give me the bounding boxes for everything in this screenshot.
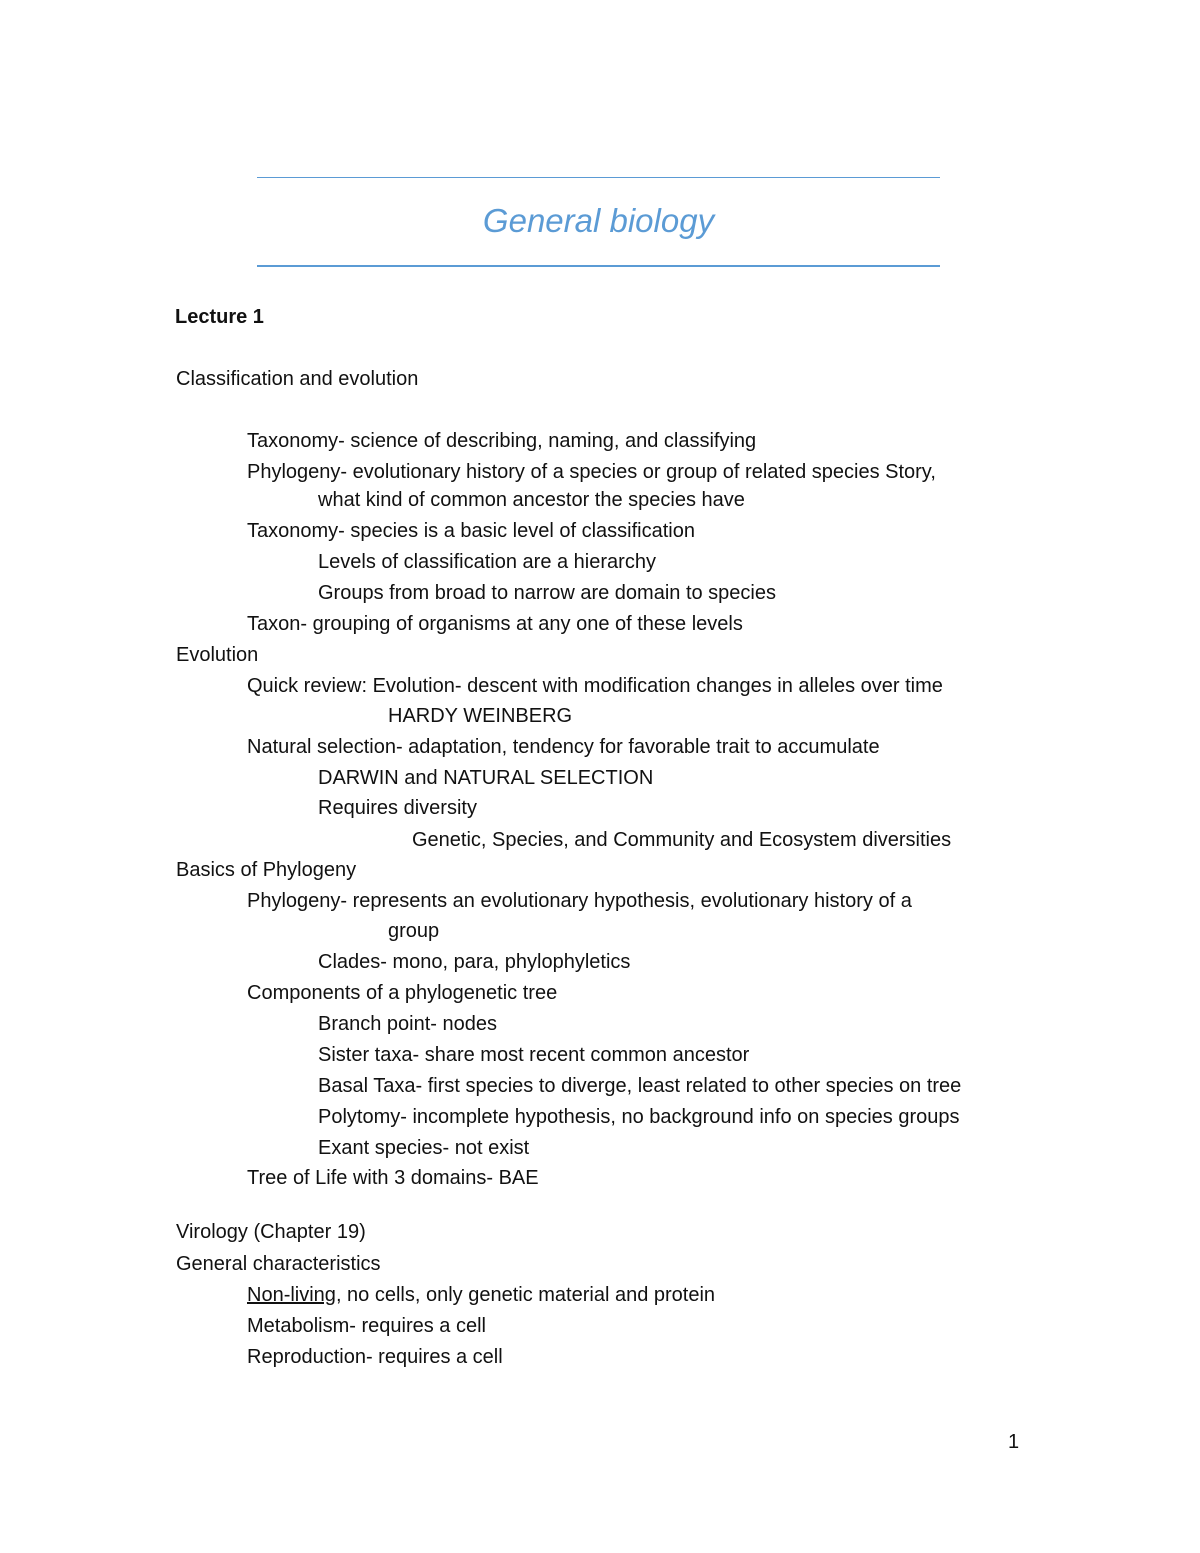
note-line: Clades- mono, para, phylophyletics: [318, 951, 631, 973]
title-rule-top: [257, 177, 940, 178]
note-line: Basal Taxa- first species to diverge, least related to other species on tree: [318, 1075, 962, 1097]
note-line: Metabolism- requires a cell: [247, 1315, 486, 1337]
note-line: Requires diversity: [318, 797, 477, 819]
section-heading: Virology (Chapter 19): [176, 1221, 366, 1243]
note-line: Quick review: Evolution- descent with modification changes in alleles over time: [247, 675, 943, 697]
section-heading: Basics of Phylogeny: [176, 859, 357, 881]
note-line: Phylogeny- evolutionary history of a species or group of related species Story,: [247, 461, 936, 483]
note-line-nonliving: [247, 1281, 715, 1309]
note-line: Exant species- not exist: [318, 1137, 530, 1159]
section-heading: Classification and evolution: [176, 368, 419, 390]
note-line: Groups from broad to narrow are domain to species: [318, 582, 776, 604]
note-line: Reproduction- requires a cell: [247, 1346, 503, 1368]
note-line: Natural selection- adaptation, tendency for favorable trait to accumulate: [247, 736, 880, 758]
underlined-term: Non-living: [247, 1284, 336, 1306]
lecture-heading: Lecture 1: [175, 306, 264, 328]
note-line: Taxonomy- science of describing, naming, and classifying: [247, 430, 757, 452]
page-number: 1: [1008, 1431, 1020, 1453]
note-line: Components of a phylogenetic tree: [247, 982, 558, 1004]
title-rule-bottom: [257, 265, 940, 267]
section-heading: Evolution: [176, 644, 259, 666]
note-line: Phylogeny- represents an evolutionary hypothesis, evolutionary history of a: [247, 890, 912, 912]
note-line: what kind of common ancestor the species have: [318, 489, 745, 511]
note-line: Genetic, Species, and Community and Ecosystem diversities: [412, 829, 952, 851]
note-line-rest: , no cells, only genetic material and protein: [335, 1284, 716, 1306]
note-line: Levels of classification are a hierarchy: [318, 551, 656, 573]
note-line: Polytomy- incomplete hypothesis, no background info on species groups: [318, 1106, 960, 1128]
section-heading: General characteristics: [176, 1253, 381, 1275]
document-title: General biology: [482, 202, 715, 239]
note-line: Tree of Life with 3 domains- BAE: [247, 1167, 539, 1189]
note-line: DARWIN and NATURAL SELECTION: [318, 767, 654, 789]
note-line: Branch point- nodes: [318, 1013, 498, 1035]
note-line: Taxon- grouping of organisms at any one of these levels: [247, 613, 743, 635]
note-line: HARDY WEINBERG: [388, 705, 573, 727]
note-line: Taxonomy- species is a basic level of classification: [247, 520, 695, 542]
note-line: Sister taxa- share most recent common ancestor: [318, 1044, 750, 1066]
note-line: group: [388, 920, 440, 942]
